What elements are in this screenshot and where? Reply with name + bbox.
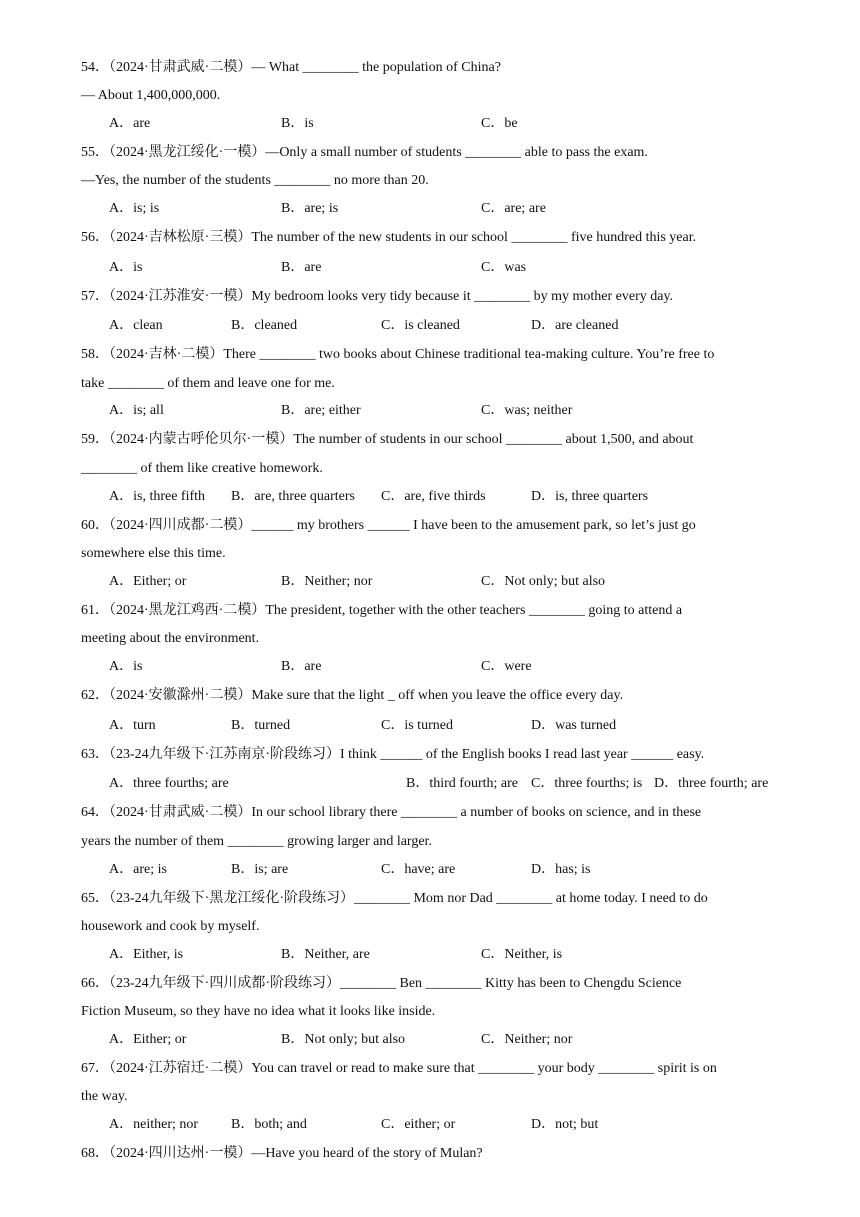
answer-option-c[interactable]: C．are, five thirds	[381, 489, 486, 504]
question-54-text-line: — About 1,400,000,000.	[81, 88, 221, 103]
question-60-text-line: somewhere else this time.	[81, 546, 226, 561]
question-56-options	[0, 259, 860, 277]
answer-option-b[interactable]: B．Neither, are	[281, 947, 370, 962]
question-59-options	[0, 488, 860, 506]
answer-option-c[interactable]: C．were	[481, 659, 532, 674]
answer-option-b[interactable]: B．are, three quarters	[231, 489, 355, 504]
answer-option-d[interactable]: D．was turned	[531, 718, 617, 733]
question-60-options	[0, 573, 860, 591]
question-65-text-line: 65．（23-24九年级下·黑龙江绥化·阶段练习）________ Mom nor Dad ________ at home today. I need to do	[81, 891, 708, 906]
question-55-text-line: —Yes, the number of the students ________ no more than 20.	[81, 173, 429, 188]
question-54-text-line: 54．（2024·甘肃武威·二模）— What ________ the population of China?	[81, 60, 501, 75]
answer-option-a[interactable]: A．is; all	[109, 403, 164, 418]
question-67-text-line: the way.	[81, 1089, 128, 1104]
question-60-text-line: 60．（2024·四川成都·二模）______ my brothers ______ I have been to the amusement park, so let’s just go	[81, 518, 696, 533]
answer-option-a[interactable]: A．neither; nor	[109, 1117, 199, 1132]
answer-option-b[interactable]: B．both; and	[231, 1117, 307, 1132]
answer-option-d[interactable]: D．not; but	[531, 1117, 599, 1132]
answer-option-c[interactable]: C．three fourths; is	[531, 776, 643, 791]
answer-option-b[interactable]: B．third fourth; are	[406, 776, 518, 791]
answer-option-d[interactable]: D．are cleaned	[531, 318, 619, 333]
question-62-options	[0, 717, 860, 735]
question-54-options	[0, 115, 860, 133]
answer-option-a[interactable]: A．is	[109, 659, 143, 674]
answer-option-b[interactable]: B．turned	[231, 718, 291, 733]
question-64-text-line: 64．（2024·甘肃武威·二模）In our school library there ________ a number of books on science, and in these	[81, 805, 702, 820]
question-65-options	[0, 946, 860, 964]
answer-option-d[interactable]: D．is, three quarters	[531, 489, 649, 504]
question-66-options	[0, 1031, 860, 1049]
answer-option-a[interactable]: A．three fourths; are	[109, 776, 229, 791]
answer-option-a[interactable]: A．are; is	[109, 862, 167, 877]
question-64-options	[0, 861, 860, 879]
question-58-text-line: take ________ of them and leave one for me.	[81, 376, 335, 391]
question-62-text-line: 62．（2024·安徽滁州·二模）Make sure that the light _ off when you leave the office every day.	[81, 688, 624, 703]
answer-option-b[interactable]: B．are	[281, 659, 322, 674]
question-61-text-line: 61．（2024·黑龙江鸡西·二模）The president, together with the other teachers ________ going to attend a	[81, 603, 683, 618]
answer-option-a[interactable]: A．are	[109, 116, 151, 131]
question-61-text-line: meeting about the environment.	[81, 631, 260, 646]
question-58-options	[0, 402, 860, 420]
answer-option-b[interactable]: B．cleaned	[231, 318, 298, 333]
question-59-text-line: ________ of them like creative homework.	[81, 461, 323, 476]
question-67-options	[0, 1116, 860, 1134]
answer-option-b[interactable]: B．Neither; nor	[281, 574, 373, 589]
answer-option-b[interactable]: B．Not only; but also	[281, 1032, 406, 1047]
answer-option-d[interactable]: D．has; is	[531, 862, 591, 877]
answer-option-a[interactable]: A．is	[109, 260, 143, 275]
question-58-text-line: 58．（2024·吉林·二模）There ________ two books about Chinese traditional tea-making culture. You’re free to	[81, 347, 715, 362]
question-64-text-line: years the number of them ________ growing larger and larger.	[81, 834, 432, 849]
question-55-text-line: 55．（2024·黑龙江绥化·一模）—Only a small number of students ________ able to pass the exam.	[81, 145, 648, 160]
question-63-text-line: 63．（23-24九年级下·江苏南京·阶段练习）I think ______ of the English books I read last year ______ easy.	[81, 747, 705, 762]
answer-option-c[interactable]: C．Neither, is	[481, 947, 563, 962]
answer-option-d[interactable]: D．three fourth; are	[654, 776, 769, 791]
answer-option-c[interactable]: C．be	[481, 116, 518, 131]
question-68-text-line: 68．（2024·四川达州·一模）—Have you heard of the story of Mulan?	[81, 1146, 483, 1161]
answer-option-a[interactable]: A．clean	[109, 318, 163, 333]
question-61-options	[0, 658, 860, 676]
answer-option-c[interactable]: C．Not only; but also	[481, 574, 606, 589]
question-66-text-line: Fiction Museum, so they have no idea what it looks like inside.	[81, 1004, 436, 1019]
question-57-options	[0, 317, 860, 335]
answer-option-b[interactable]: B．is	[281, 116, 314, 131]
answer-option-c[interactable]: C．is turned	[381, 718, 453, 733]
question-67-text-line: 67．（2024·江苏宿迁·二模）You can travel or read to make sure that ________ your body ________ spirit is on	[81, 1061, 717, 1076]
answer-option-a[interactable]: A．turn	[109, 718, 156, 733]
answer-option-c[interactable]: C．was	[481, 260, 527, 275]
question-66-text-line: 66．（23-24九年级下·四川成都·阶段练习）________ Ben ________ Kitty has been to Chengdu Science	[81, 976, 682, 991]
answer-option-c[interactable]: C．have; are	[381, 862, 456, 877]
answer-option-a[interactable]: A．is; is	[109, 201, 160, 216]
answer-option-c[interactable]: C．is cleaned	[381, 318, 460, 333]
question-55-options	[0, 200, 860, 218]
answer-option-b[interactable]: B．are	[281, 260, 322, 275]
answer-option-c[interactable]: C．was; neither	[481, 403, 573, 418]
answer-option-c[interactable]: C．Neither; nor	[481, 1032, 573, 1047]
answer-option-c[interactable]: C．are; are	[481, 201, 546, 216]
answer-option-b[interactable]: B．are; either	[281, 403, 361, 418]
answer-option-a[interactable]: A．is, three fifth	[109, 489, 206, 504]
question-65-text-line: housework and cook by myself.	[81, 919, 260, 934]
answer-option-a[interactable]: A．Either, is	[109, 947, 184, 962]
answer-option-a[interactable]: A．Either; or	[109, 1032, 187, 1047]
question-63-options	[0, 775, 860, 793]
answer-option-a[interactable]: A．Either; or	[109, 574, 187, 589]
question-57-text-line: 57．（2024·江苏淮安·一模）My bedroom looks very tidy because it ________ by my mother every day.	[81, 289, 674, 304]
answer-option-b[interactable]: B．is; are	[231, 862, 289, 877]
answer-option-c[interactable]: C．either; or	[381, 1117, 456, 1132]
question-59-text-line: 59．（2024·内蒙古呼伦贝尔·一模）The number of students in our school ________ about 1,500, and about	[81, 432, 694, 447]
answer-option-b[interactable]: B．are; is	[281, 201, 339, 216]
question-56-text-line: 56．（2024·吉林松原·三模）The number of the new students in our school ________ five hundred this year.	[81, 230, 697, 245]
